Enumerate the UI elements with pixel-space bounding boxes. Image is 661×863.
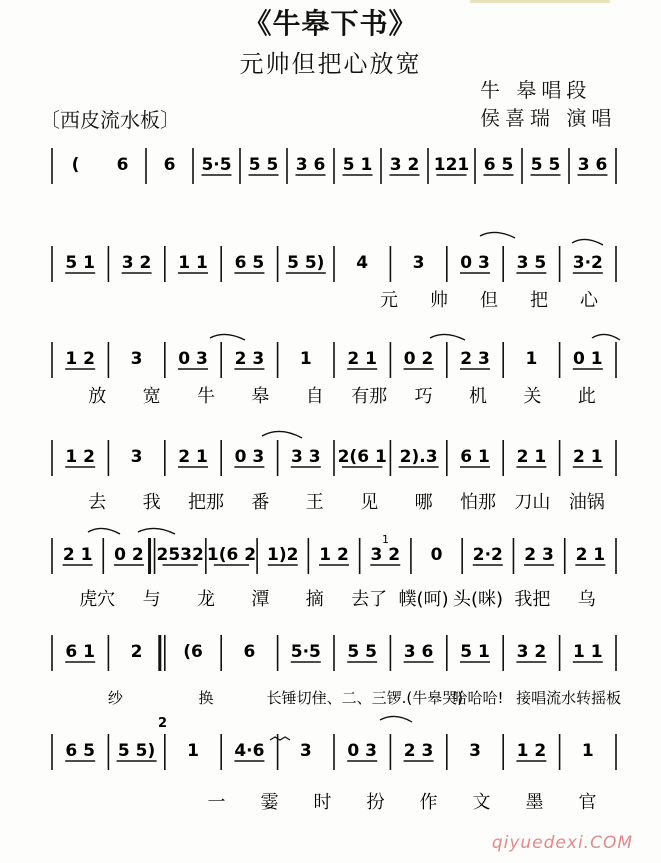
lyric: 乌	[577, 589, 596, 610]
note-group: 3 6	[403, 642, 434, 662]
trill-mark	[270, 737, 290, 740]
note-group: 0 3	[347, 741, 377, 761]
note-group: 3 2	[121, 253, 152, 273]
note-group: 2(6 1	[337, 447, 387, 467]
slur	[592, 334, 620, 340]
lyric: 放	[88, 386, 107, 407]
note-group: 1	[525, 349, 538, 369]
note-group: 5·5	[290, 642, 321, 662]
lyric: 刀山	[514, 492, 551, 513]
lyric: 机	[469, 386, 487, 407]
volta-number: 2	[158, 716, 168, 731]
note-group: 3 3	[291, 447, 321, 467]
note-group: 6	[163, 155, 176, 175]
note-group: 2 3	[460, 349, 490, 369]
note-group: 1 2	[516, 741, 547, 761]
note-group: 3	[130, 349, 143, 369]
lyric: 王	[305, 492, 324, 513]
note-group: 1	[299, 349, 312, 369]
note-group: 5 5)	[117, 741, 156, 761]
note-group: 3	[130, 447, 143, 467]
composer-credit: 牛 皋唱段	[480, 78, 592, 102]
lyric: 自	[305, 386, 324, 407]
note-group: 0 2	[403, 349, 434, 369]
note-group: 6 1	[65, 642, 95, 662]
grace-note: 1	[382, 533, 389, 546]
lyric: 哈哈哈!	[452, 689, 504, 707]
note-group: 2 1	[347, 349, 377, 369]
lyric: 怕那	[460, 492, 496, 513]
note-group: 1 2	[65, 349, 95, 369]
lyric: 去	[88, 492, 107, 513]
note-group: 5 1	[460, 642, 490, 662]
lyric: 龙	[197, 589, 215, 610]
lyric: 潭	[251, 589, 270, 610]
note-group: 3	[299, 741, 312, 761]
note-group: 6 5	[234, 253, 265, 273]
lyric: 扮	[366, 792, 385, 813]
lyric: 墨	[525, 792, 544, 813]
slur	[262, 431, 302, 438]
lyric: 作	[419, 792, 438, 813]
lyric: 官	[578, 792, 597, 813]
lyric: 与	[142, 589, 161, 610]
lyric: 巧	[414, 386, 433, 407]
note-group: 2).3	[399, 447, 438, 467]
note-group: 2·2	[472, 545, 503, 565]
lyric: 哪	[414, 492, 433, 513]
tempo-mark: 〔西皮流水板〕	[40, 108, 180, 132]
note-group: 121	[433, 155, 470, 175]
note-group: 3	[412, 253, 425, 273]
page-title: 《牛皋下书》	[243, 7, 418, 40]
slur	[380, 716, 412, 722]
lyric: 时	[313, 792, 332, 813]
lyric: 一、二、三锣.(牛皋哭)	[311, 689, 464, 707]
slur	[210, 334, 245, 340]
lyric: 换	[198, 689, 214, 707]
lyric: 牛	[197, 386, 215, 407]
lyric: 油锅	[568, 492, 605, 513]
lyric: 皋	[251, 386, 270, 407]
note-group: 2 1	[575, 545, 606, 565]
lyric: 见	[360, 492, 379, 513]
lyric: 但	[480, 290, 498, 311]
lyric: 把那	[188, 492, 224, 513]
page-subtitle: 元帅但把心放宽	[239, 50, 422, 78]
note-group: 6 1	[460, 447, 490, 467]
note-group: (6	[183, 642, 203, 662]
singer-credit: 侯喜瑞 演唱	[480, 106, 617, 130]
note-group: 0 1	[573, 349, 603, 369]
note-group: 2532	[156, 545, 204, 565]
note-group: 3 5	[516, 253, 547, 273]
slur	[480, 232, 515, 238]
note-group: 5 1	[65, 253, 95, 273]
note-group: 1	[187, 741, 199, 761]
lyric: 心	[580, 290, 598, 311]
lyric: 我把	[514, 589, 551, 610]
slur	[138, 528, 175, 534]
note-group: 5 5)	[287, 253, 325, 273]
note-group: (	[71, 155, 80, 175]
lyric: 幞(呵)	[398, 589, 449, 610]
lyric: 去了	[351, 589, 388, 610]
lyric: 接唱流水转摇板	[516, 689, 622, 707]
slur	[572, 239, 603, 245]
note-group: 3	[469, 741, 481, 761]
lyric: 霎	[260, 792, 279, 813]
lyric: 纱	[107, 689, 123, 707]
slur	[88, 528, 120, 534]
lyric: 长锤切住	[266, 689, 327, 707]
lyric: 头(咪)	[452, 589, 504, 610]
note-group: 2 1	[516, 447, 547, 467]
note-group: 5 5	[530, 155, 561, 175]
note-group: 1)2	[267, 545, 299, 565]
note-group: 2 1	[573, 447, 603, 467]
lyric: 有那	[351, 386, 388, 407]
note-group: 0 3	[178, 349, 208, 369]
note-group: 3 6	[577, 155, 608, 175]
note-group: 5 1	[342, 155, 373, 175]
note-group: 5·5	[201, 155, 232, 175]
lyric: 关	[523, 386, 542, 407]
lyric: 我	[142, 492, 161, 513]
slur	[430, 334, 465, 340]
lyric: 此	[577, 386, 596, 407]
note-group: 3 2	[370, 545, 401, 565]
note-group: 1 2	[319, 545, 349, 565]
note-group: 3·2	[572, 253, 603, 273]
note-group: 2 1	[62, 545, 93, 565]
note-group: 2 1	[178, 447, 208, 467]
note-group: 1	[581, 741, 594, 761]
note-group: 6	[243, 642, 256, 662]
lyric: 帅	[430, 290, 448, 311]
note-group: 0	[430, 545, 443, 565]
note-group: 3 2	[516, 642, 547, 662]
note-group: 6 5	[65, 741, 95, 761]
note-group: 1 2	[65, 447, 95, 467]
note-group: 5 5	[248, 155, 279, 175]
lyric: 把	[530, 290, 548, 311]
note-group: 0 3	[460, 253, 490, 273]
note-group: 0 2	[114, 545, 144, 565]
note-group: 1 1	[573, 642, 603, 662]
lyric: 虎穴	[79, 589, 116, 610]
lyric: 宽	[142, 386, 161, 407]
watermark: qiyuedexi.COM	[491, 833, 633, 853]
note-group: 6 5	[483, 155, 514, 175]
note-group: 2 3	[234, 349, 265, 369]
lyric: 番	[251, 492, 270, 513]
note-group: 6	[116, 155, 129, 175]
note-group: 2 3	[524, 545, 554, 565]
note-group: 3 6	[295, 155, 326, 175]
lyric: 元	[380, 290, 398, 311]
note-group: 0 3	[234, 447, 265, 467]
lyric: 一	[207, 792, 226, 813]
note-group: 4·6	[234, 741, 265, 761]
note-group: 2	[130, 642, 143, 662]
note-group: 1(6 2	[206, 545, 257, 565]
note-group: 5 5	[347, 642, 377, 662]
lyric: 文	[472, 792, 491, 813]
note-group: 2 3	[403, 741, 434, 761]
note-group: 3 2	[389, 155, 420, 175]
note-group: 4	[356, 253, 369, 273]
lyric: 摘	[305, 589, 324, 610]
note-group: 1 1	[178, 253, 208, 273]
